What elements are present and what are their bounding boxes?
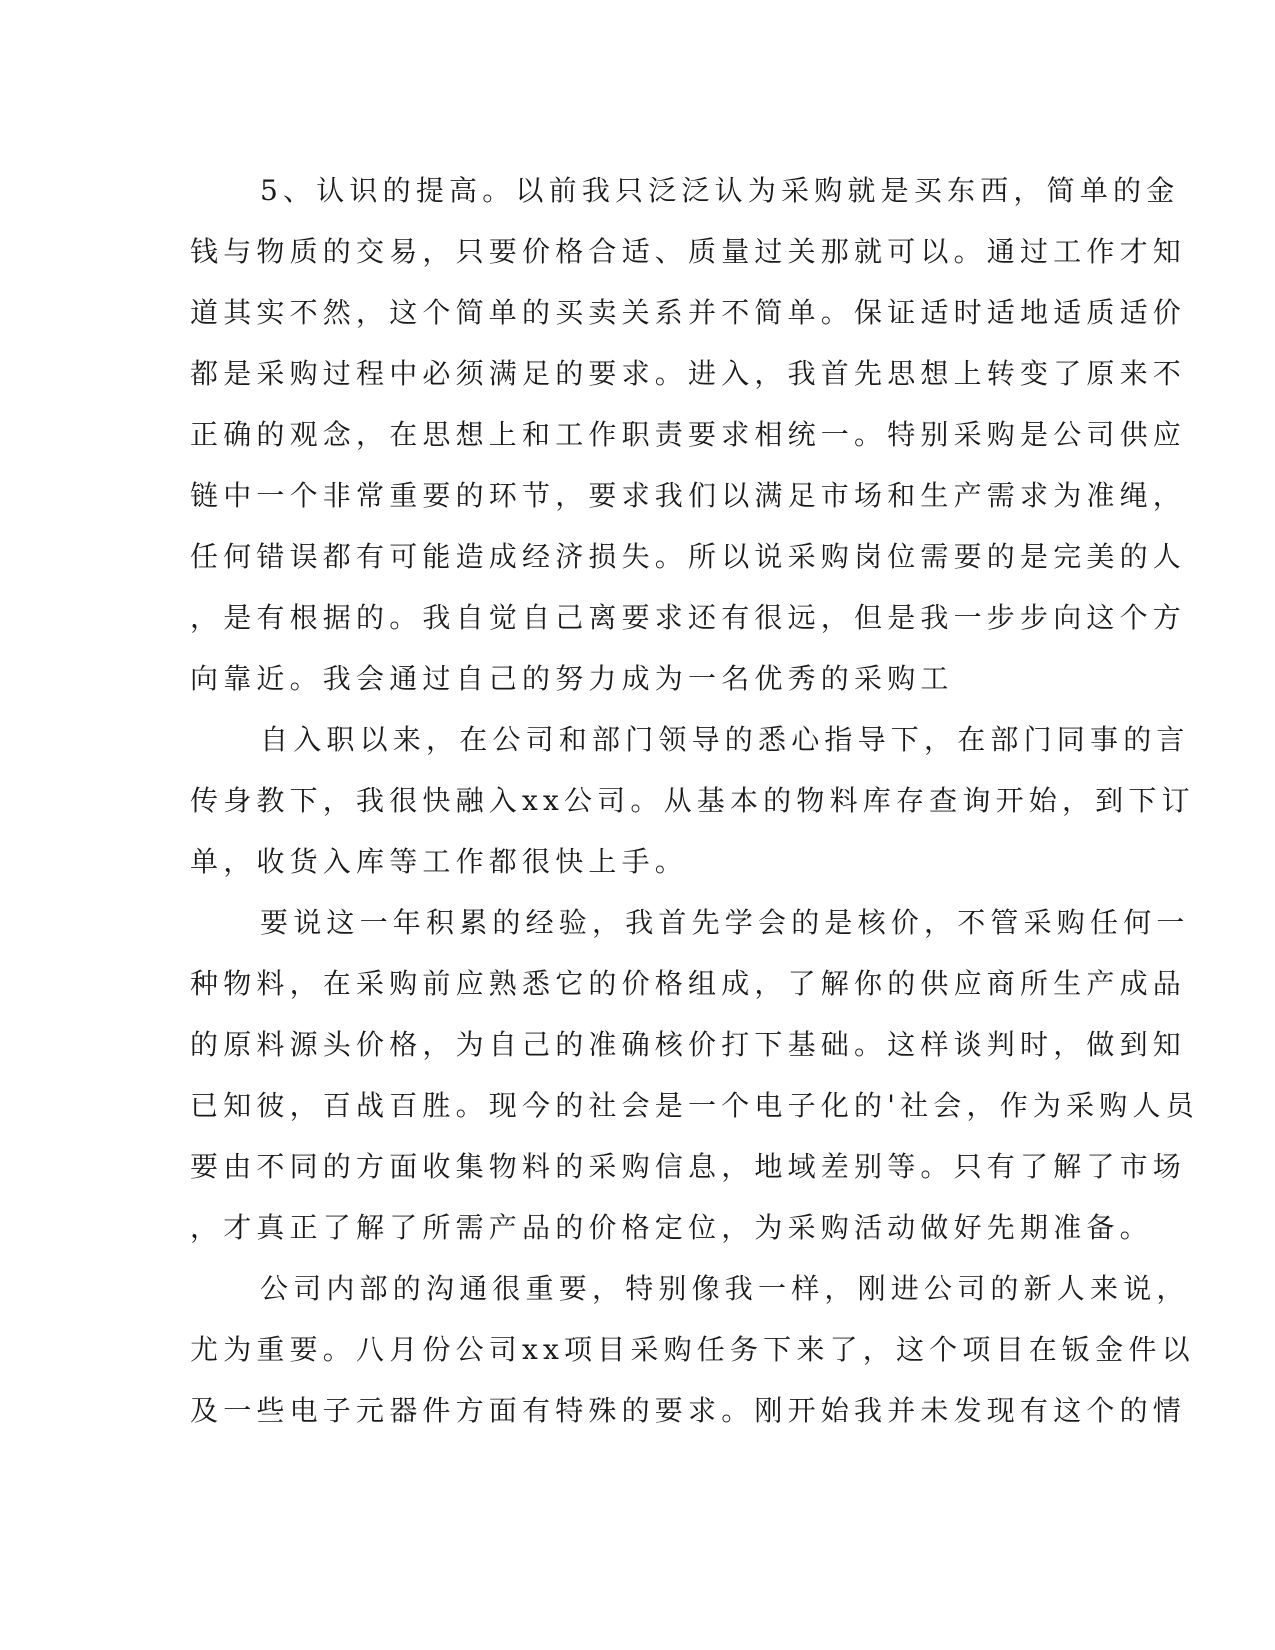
text-line: 的原料源头价格，为自己的准确核价打下基础。这样谈判时，做到知 [190, 1028, 1187, 1061]
text-line: 钱与物质的交易，只要价格合适、质量过关那就可以。通过工作才知 [190, 235, 1187, 268]
text-line: 公司内部的沟通很重要，特别像我一样，刚进公司的新人来说， [260, 1272, 1190, 1305]
text-line: 正确的观念，在思想上和工作职责要求相统一。特别采购是公司供应 [190, 418, 1187, 451]
text-line: 道其实不然，这个简单的买卖关系并不简单。保证适时适地适质适价 [190, 296, 1187, 329]
text-line: 及一些电子元器件方面有特殊的要求。刚开始我并未发现有这个的情 [190, 1394, 1187, 1427]
text-line: 种物料，在采购前应熟悉它的价格组成，了解你的供应商所生产成品 [190, 967, 1187, 1000]
text-line: 要由不同的方面收集物料的采购信息，地域差别等。只有了解了市场 [190, 1150, 1187, 1183]
text-line: 5、认识的提高。以前我只泛泛认为采购就是买东西，简单的金 [260, 174, 1180, 207]
text-line: 都是采购过程中必须满足的要求。进入，我首先思想上转变了原来不 [190, 357, 1187, 390]
text-line: 传身教下，我很快融入xx公司。从基本的物料库存查询开始，到下订 [190, 784, 1195, 817]
text-line: 链中一个非常重要的环节，要求我们以满足市场和生产需求为准绳， [190, 479, 1187, 512]
text-line: 向靠近。我会通过自己的努力成为一名优秀的采购工 [190, 662, 954, 695]
text-line: 自入职以来，在公司和部门领导的悉心指导下，在部门同事的言 [260, 723, 1190, 756]
text-line: 任何错误都有可能造成经济损失。所以说采购岗位需要的是完美的人 [190, 540, 1187, 573]
text-line: 要说这一年积累的经验，我首先学会的是核价，不管采购任何一 [260, 906, 1190, 939]
text-line: 单，收货入库等工作都很快上手。 [190, 845, 689, 878]
text-line: 尤为重要。八月份公司xx项目采购任务下来了，这个项目在钣金件以 [190, 1333, 1195, 1366]
text-line: ，才真正了解了所需产品的价格定位，为采购活动做好先期准备。 [190, 1211, 1153, 1244]
text-line: 已知彼，百战百胜。现今的社会是一个电子化的'社会，作为采购人员 [190, 1089, 1199, 1122]
body-text [190, 160, 1199, 1441]
text-line: ，是有根据的。我自觉自己离要求还有很远，但是我一步步向这个方 [190, 601, 1187, 634]
